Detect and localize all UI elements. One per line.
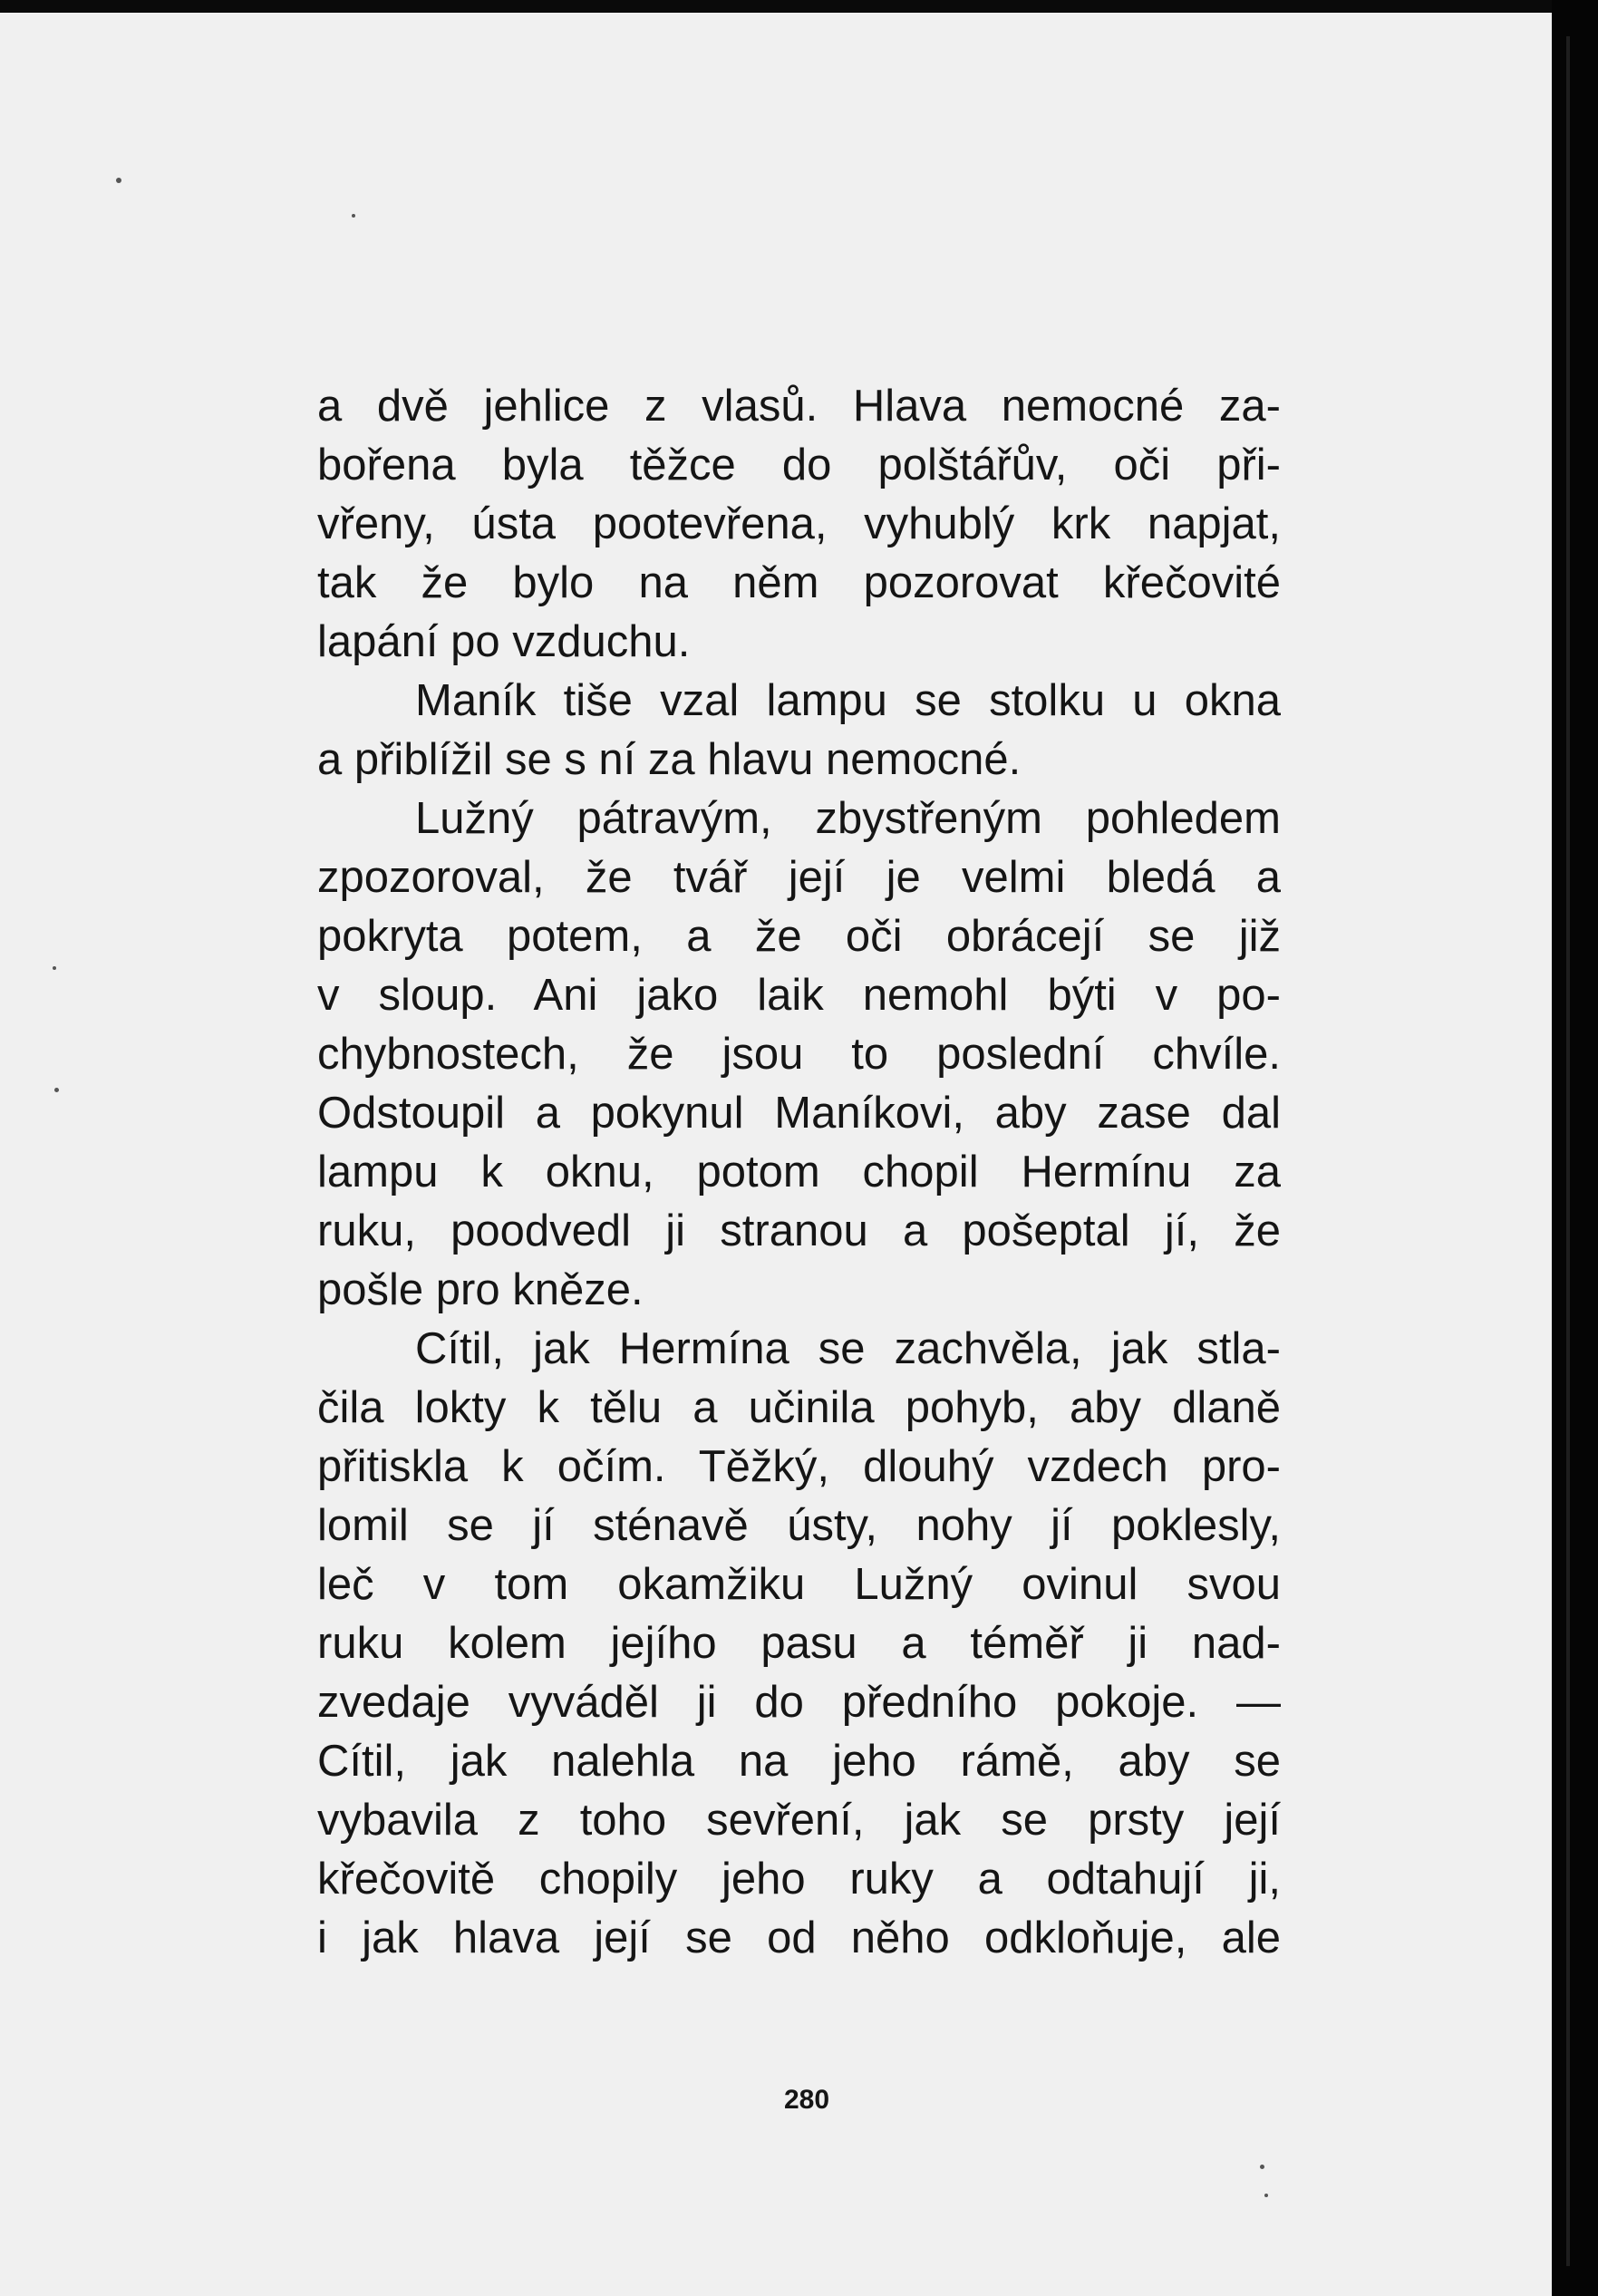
text-line: zvedaje vyváděl ji do předního pokoje. — [317, 1678, 1281, 1727]
text-line: Odstoupil a pokynul Maníkovi, aby zase dal [317, 1089, 1281, 1138]
text-line: křečovitě chopily jeho ruky a odtahují ji, [317, 1855, 1281, 1904]
text-line: a přiblížil se s ní za hlavu nemocné. [317, 735, 1022, 784]
text-line: bořena byla těžce do polštářův, oči při- [317, 441, 1281, 489]
text-line: tak že bylo na něm pozorovat křečovité [317, 558, 1281, 607]
text-line: Cítil, jak Hermína se zachvěla, jak stla- [415, 1324, 1281, 1373]
paragraph [317, 672, 1281, 790]
paragraph [317, 377, 1281, 672]
text-line: Lužný pátravým, zbystřeným pohledem [415, 794, 1281, 843]
scan-speck [54, 1088, 59, 1092]
text-line: v sloup. Ani jako laik nemohl býti v po- [317, 971, 1281, 1020]
scan-speck [116, 178, 121, 183]
paragraph [317, 790, 1281, 1320]
text-line: ruku, poodvedl ji stranou a pošeptal jí, že [317, 1206, 1281, 1255]
text-line: Maník tiše vzal lampu se stolku u okna [415, 676, 1281, 725]
text-line: vybavila z toho sevření, jak se prsty její [317, 1796, 1281, 1845]
paragraph [317, 1320, 1281, 1968]
scan-speck [53, 966, 56, 970]
scan-speck [1264, 2194, 1268, 2197]
scan-top-edge [0, 0, 1552, 13]
text-line: přitiskla k očím. Těžký, dlouhý vzdech pro- [317, 1442, 1281, 1491]
text-line: zpozoroval, že tvář její je velmi bledá a [317, 853, 1281, 902]
text-line: lomil se jí sténavě ústy, nohy jí poklesly, [317, 1501, 1281, 1550]
scan-speck [1260, 2165, 1264, 2169]
text-line: chybnostech, že jsou to poslední chvíle. [317, 1030, 1281, 1079]
text-line: a dvě jehlice z vlasů. Hlava nemocné za- [317, 382, 1281, 431]
page-fold-stripe [1566, 36, 1570, 2266]
page-number: 280 [783, 2085, 830, 2115]
text-line: Cítil, jak nalehla na jeho rámě, aby se [317, 1737, 1281, 1786]
text-line: pokryta potem, a že oči obrácejí se již [317, 912, 1281, 961]
text-line: čila lokty k tělu a učinila pohyb, aby dlaně [317, 1383, 1281, 1432]
scan-right-edge [1552, 0, 1598, 2296]
text-line: ruku kolem jejího pasu a téměř ji nad- [317, 1619, 1281, 1668]
text-line: lapání po vzduchu. [317, 617, 691, 666]
text-line: leč v tom okamžiku Lužný ovinul svou [317, 1560, 1281, 1609]
text-line: lampu k oknu, potom chopil Hermínu za [317, 1148, 1281, 1196]
text-line: vřeny, ústa pootevřena, vyhublý krk napjat, [317, 499, 1281, 548]
text-line: pošle pro kněze. [317, 1265, 644, 1314]
body-text [317, 377, 1281, 1968]
scan-speck [352, 214, 355, 218]
text-line: i jak hlava její se od něho odkloňuje, ale [317, 1913, 1281, 1962]
